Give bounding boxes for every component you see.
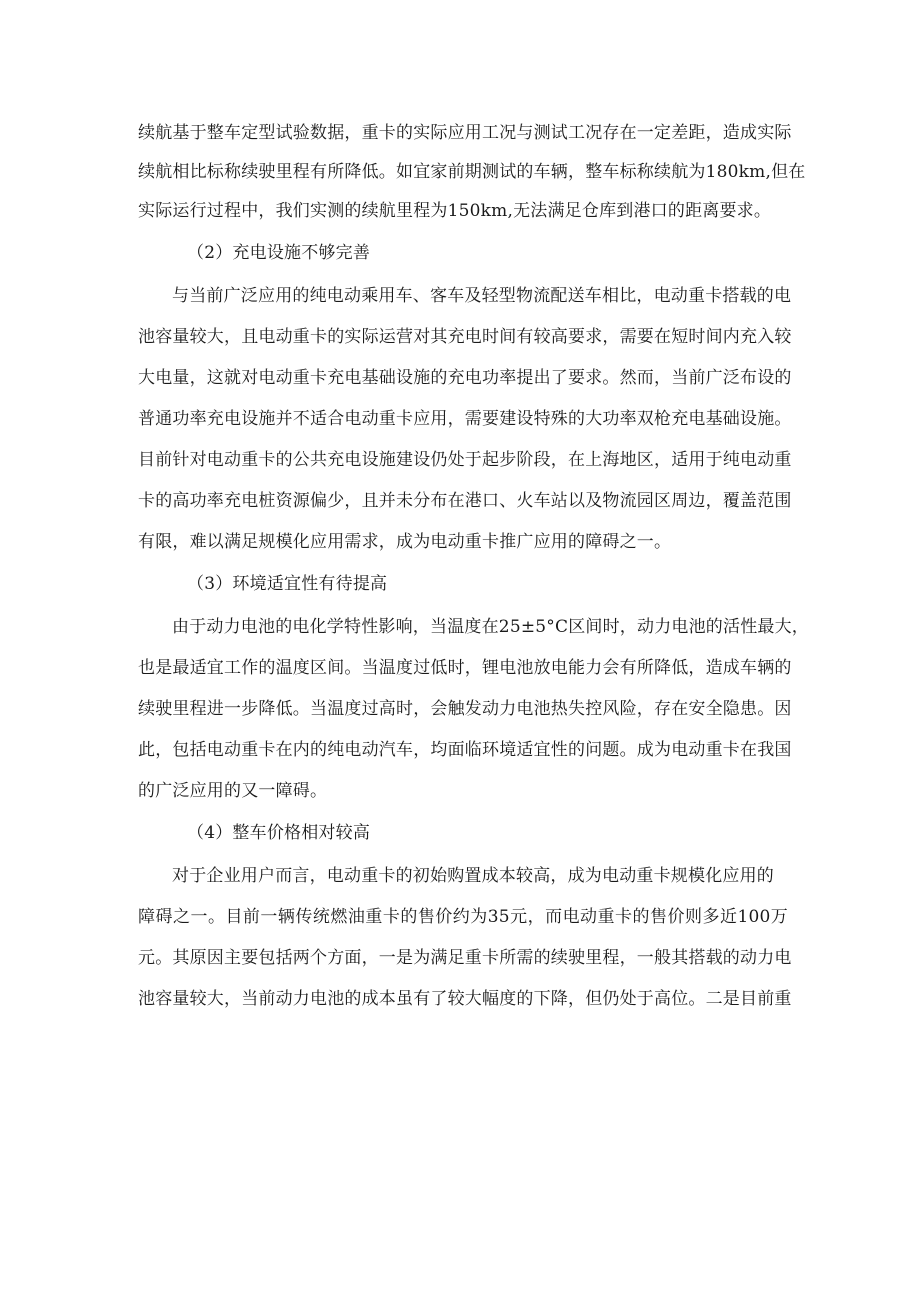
text-line: 卡的高功率充电桩资源偏少，且并未分布在港口、火车站以及物流园区周边，覆盖范围 xyxy=(138,491,792,511)
section-heading-price: （4）整车价格相对较高 xyxy=(187,823,371,843)
text-line: 目前针对电动重卡的公共充电设施建设仍处于起步阶段，在上海地区，适用于纯电动重 xyxy=(138,450,792,470)
section-heading-environment: （3）环境适宜性有待提高 xyxy=(187,574,388,594)
text-line: 对于企业用户而言，电动重卡的初始购置成本较高，成为电动重卡规模化应用的 xyxy=(172,866,774,886)
text-line: 续航基于整车定型试验数据，重卡的实际应用工况与测试工况存在一定差距，造成实际 xyxy=(138,123,792,143)
text-line: 有限，难以满足规模化应用需求，成为电动重卡推广应用的障碍之一。 xyxy=(138,532,672,552)
text-line: 续驶里程进一步降低。当温度过高时，会触发动力电池热失控风险，存在安全隐患。因 xyxy=(138,699,792,719)
text-line: 普通功率充电设施并不适合电动重卡应用，需要建设特殊的大功率双枪充电基础设施。 xyxy=(138,409,792,429)
text-line: 的广泛应用的又一障碍。 xyxy=(138,781,328,801)
text-line: 此，包括电动重卡在内的纯电动汽车，均面临环境适宜性的问题。成为电动重卡在我国 xyxy=(138,740,792,760)
text-line: 与当前广泛应用的纯电动乘用车、客车及轻型物流配送车相比，电动重卡搭载的电 xyxy=(172,286,792,306)
text-line: 池容量较大，且电动重卡的实际运营对其充电时间有较高要求，需要在短时间内充入较 xyxy=(138,327,792,347)
section-heading-charging: （2）充电设施不够完善 xyxy=(187,243,371,263)
text-line: 也是最适宜工作的温度区间。当温度过低时，锂电池放电能力会有所降低，造成车辆的 xyxy=(138,658,792,678)
text-line: 元。其原因主要包括两个方面，一是为满足重卡所需的续驶里程，一般其搭载的动力电 xyxy=(138,948,792,968)
text-line: 障碍之一。目前一辆传统燃油重卡的售价约为35元，而电动重卡的售价则多近100万 xyxy=(138,907,788,927)
text-line: 续航相比标称续驶里程有所降低。如宜家前期测试的车辆，整车标称续航为180km,但在 xyxy=(138,162,806,182)
text-line: 实际运行过程中，我们实测的续航里程为150km,无法满足仓库到港口的距离要求。 xyxy=(138,201,772,221)
text-line: 池容量较大，当前动力电池的成本虽有了较大幅度的下降，但仍处于高位。二是目前重 xyxy=(138,989,792,1009)
text-line: 大电量，这就对电动重卡充电基础设施的充电功率提出了要求。然而，当前广泛布设的 xyxy=(138,368,792,388)
text-line: 由于动力电池的电化学特性影响，当温度在25±5°C区间时，动力电池的活性最大， xyxy=(172,617,809,637)
